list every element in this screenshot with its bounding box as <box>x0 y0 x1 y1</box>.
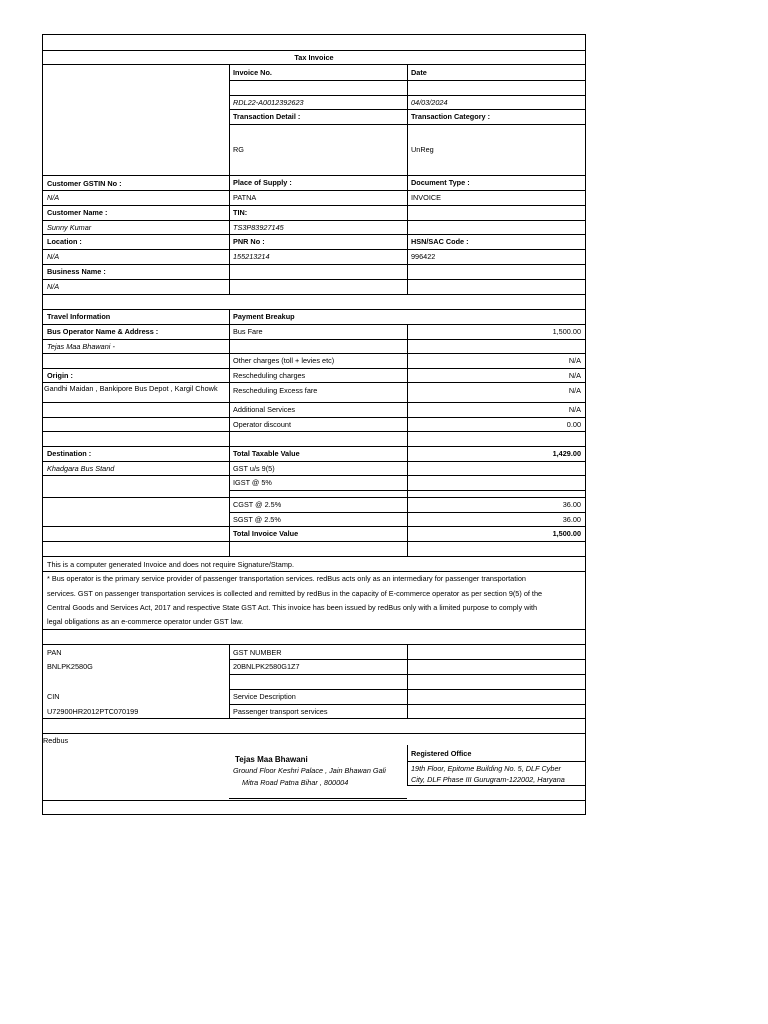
total-invoice-value: 1,500.00 <box>552 529 581 538</box>
disclaimer-line: legal obligations as an e-commerce operator under GST law. <box>47 617 244 626</box>
grid-line <box>43 718 585 719</box>
payment-row-label: Rescheduling Excess fare <box>233 386 318 395</box>
total-invoice-label: Total Invoice Value <box>233 529 299 538</box>
disclaimer-line: * Bus operator is the primary service provider of passenger transportation services. redBus acts only as an intermediary for passenger transportation <box>47 574 526 583</box>
grid-line <box>407 745 408 785</box>
gst-number-value: 20BNLPK2580G1Z7 <box>233 662 300 671</box>
date-label: Date <box>411 68 427 77</box>
grid-line <box>43 324 585 325</box>
operator-name: Tejas Maa Bhawani <box>235 755 308 764</box>
pnr-label: PNR No : <box>233 237 265 246</box>
document-type-label: Document Type : <box>411 178 470 187</box>
payment-row-value: N/A <box>568 371 581 380</box>
grid-line <box>229 64 230 295</box>
location-value: N/A <box>47 252 60 261</box>
disclaimer-line: services. GST on passenger transportation services is collected and remitted by redBus in the capacity of E-commerce operator as per section 9(5) of the <box>47 589 543 598</box>
grid-line <box>43 497 585 498</box>
operator-address: Ground Floor Keshri Palace , Jain Bhawan Gali <box>233 766 386 775</box>
cgst-label: CGST @ 2.5% <box>233 500 282 509</box>
brand-name: Redbus <box>43 736 69 745</box>
grid-line <box>43 234 585 235</box>
grid-line <box>43 339 585 340</box>
location-label: Location : <box>47 237 82 246</box>
payment-row-label: Other charges (toll + levies etc) <box>233 356 335 365</box>
date-value: 04/03/2024 <box>411 98 448 107</box>
invoice-title: Tax Invoice <box>294 53 334 62</box>
operator-address: Mitra Road Patna Bihar , 800004 <box>242 778 349 787</box>
grid-line <box>43 220 585 221</box>
service-description-value: Passenger transport services <box>233 707 328 716</box>
document-type-value: INVOICE <box>411 193 442 202</box>
tin-value: TS3P83927145 <box>233 223 284 232</box>
registered-office-label: Registered Office <box>411 749 472 758</box>
pan-value: BNLPK2580G <box>47 662 93 671</box>
destination-label: Destination : <box>47 449 92 458</box>
total-taxable-label: Total Taxable Value <box>233 449 300 458</box>
grid-line <box>43 402 585 403</box>
travel-info-label: Travel Information <box>47 312 111 321</box>
place-of-supply-value: PATNA <box>233 193 257 202</box>
grid-line <box>43 571 585 572</box>
grid-line <box>43 475 585 476</box>
grid-line <box>43 644 585 645</box>
transaction-category-value: UnReg <box>411 145 434 154</box>
payment-row-label: Rescheduling charges <box>233 371 306 380</box>
gst-section-label: GST u/s 9(5) <box>233 464 275 473</box>
grid-line <box>43 541 585 542</box>
business-name-label: Business Name : <box>47 267 106 276</box>
grid-line <box>43 264 585 265</box>
payment-row-label: Bus Fare <box>233 327 263 336</box>
service-description-label: Service Description <box>233 692 296 701</box>
payment-row-label: Operator discount <box>233 420 292 429</box>
grid-line <box>229 644 230 718</box>
grid-line <box>407 644 408 718</box>
grid-line <box>407 761 585 762</box>
grid-line <box>407 785 585 786</box>
sgst-label: SGST @ 2.5% <box>233 515 281 524</box>
grid-line <box>43 526 585 527</box>
grid-line <box>43 446 585 447</box>
payment-row-value: 0.00 <box>566 420 581 429</box>
gst-number-label: GST NUMBER <box>233 648 282 657</box>
destination-value: Khadgara Bus Stand <box>47 464 115 473</box>
grid-line <box>43 417 585 418</box>
bus-operator-value: Tejas Maa Bhawani - <box>47 342 115 351</box>
grid-line <box>407 324 408 556</box>
sgst-value: 36.00 <box>562 515 581 524</box>
place-of-supply-label: Place of Supply : <box>233 178 292 187</box>
grid-line <box>43 556 585 557</box>
origin-label: Origin : <box>47 371 73 380</box>
igst-label: IGST @ 5% <box>233 478 272 487</box>
customer-gstin-value: N/A <box>47 193 60 202</box>
transaction-category-label: Transaction Category : <box>411 112 491 121</box>
bus-operator-label: Bus Operator Name & Address : <box>47 327 159 336</box>
grid-line <box>43 279 585 280</box>
tax-invoice <box>42 34 586 815</box>
grid-line <box>43 382 585 383</box>
registered-office-address: 19th Floor, Epitome Building No. 5, DLF Cyber <box>411 764 561 773</box>
business-name-value: N/A <box>47 282 60 291</box>
grid-line <box>43 629 585 630</box>
grid-line <box>229 798 407 799</box>
invoice-no-label: Invoice No. <box>233 68 272 77</box>
customer-name-label: Customer Name : <box>47 208 108 217</box>
grid-line <box>43 309 585 310</box>
grid-line <box>43 431 585 432</box>
grid-line <box>43 800 585 801</box>
origin-value: Gandhi Maidan , Bankipore Bus Depot , Kargil Chowk <box>44 384 218 393</box>
grid-line <box>43 733 585 734</box>
grid-line <box>43 294 585 295</box>
invoice-no-value: RDL22-A0012392623 <box>233 98 304 107</box>
hsn-label: HSN/SAC Code : <box>411 237 469 246</box>
customer-name-value: Sunny Kumar <box>47 223 92 232</box>
payment-breakup-label: Payment Breakup <box>233 312 295 321</box>
grid-line <box>43 50 585 51</box>
tin-label: TIN: <box>233 208 248 217</box>
payment-row-value: 1,500.00 <box>552 327 581 336</box>
customer-gstin-label: Customer GSTIN No : <box>47 179 122 188</box>
grid-line <box>43 64 585 65</box>
grid-line <box>407 64 408 295</box>
grid-line <box>43 353 585 354</box>
grid-line <box>43 175 585 176</box>
grid-line <box>229 309 230 556</box>
transaction-detail-value: RG <box>233 145 244 154</box>
payment-row-label: Additional Services <box>233 405 296 414</box>
grid-line <box>43 190 585 191</box>
grid-line <box>43 205 585 206</box>
payment-row-value: N/A <box>568 356 581 365</box>
grid-line <box>43 461 585 462</box>
payment-row-value: N/A <box>568 405 581 414</box>
cin-label: CIN <box>47 692 60 701</box>
payment-row-value: N/A <box>568 386 581 395</box>
grid-line <box>43 249 585 250</box>
transaction-detail-label: Transaction Detail : <box>233 112 301 121</box>
cgst-value: 36.00 <box>562 500 581 509</box>
disclaimer-line: Central Goods and Services Act, 2017 and respective State GST Act. This invoice has been issued by redBus only with a limited purpose to comply with <box>47 603 538 612</box>
grid-line <box>43 368 585 369</box>
computer-generated-note: This is a computer generated Invoice and does not require Signature/Stamp. <box>47 560 295 569</box>
total-taxable-value: 1,429.00 <box>552 449 581 458</box>
registered-office-address: City, DLF Phase III Gurugram-122002, Haryana <box>411 775 565 784</box>
hsn-value: 996422 <box>411 252 436 261</box>
pan-label: PAN <box>47 648 62 657</box>
cin-value: U72900HR2012PTC070199 <box>47 707 139 716</box>
pnr-value: 155213214 <box>233 252 270 261</box>
